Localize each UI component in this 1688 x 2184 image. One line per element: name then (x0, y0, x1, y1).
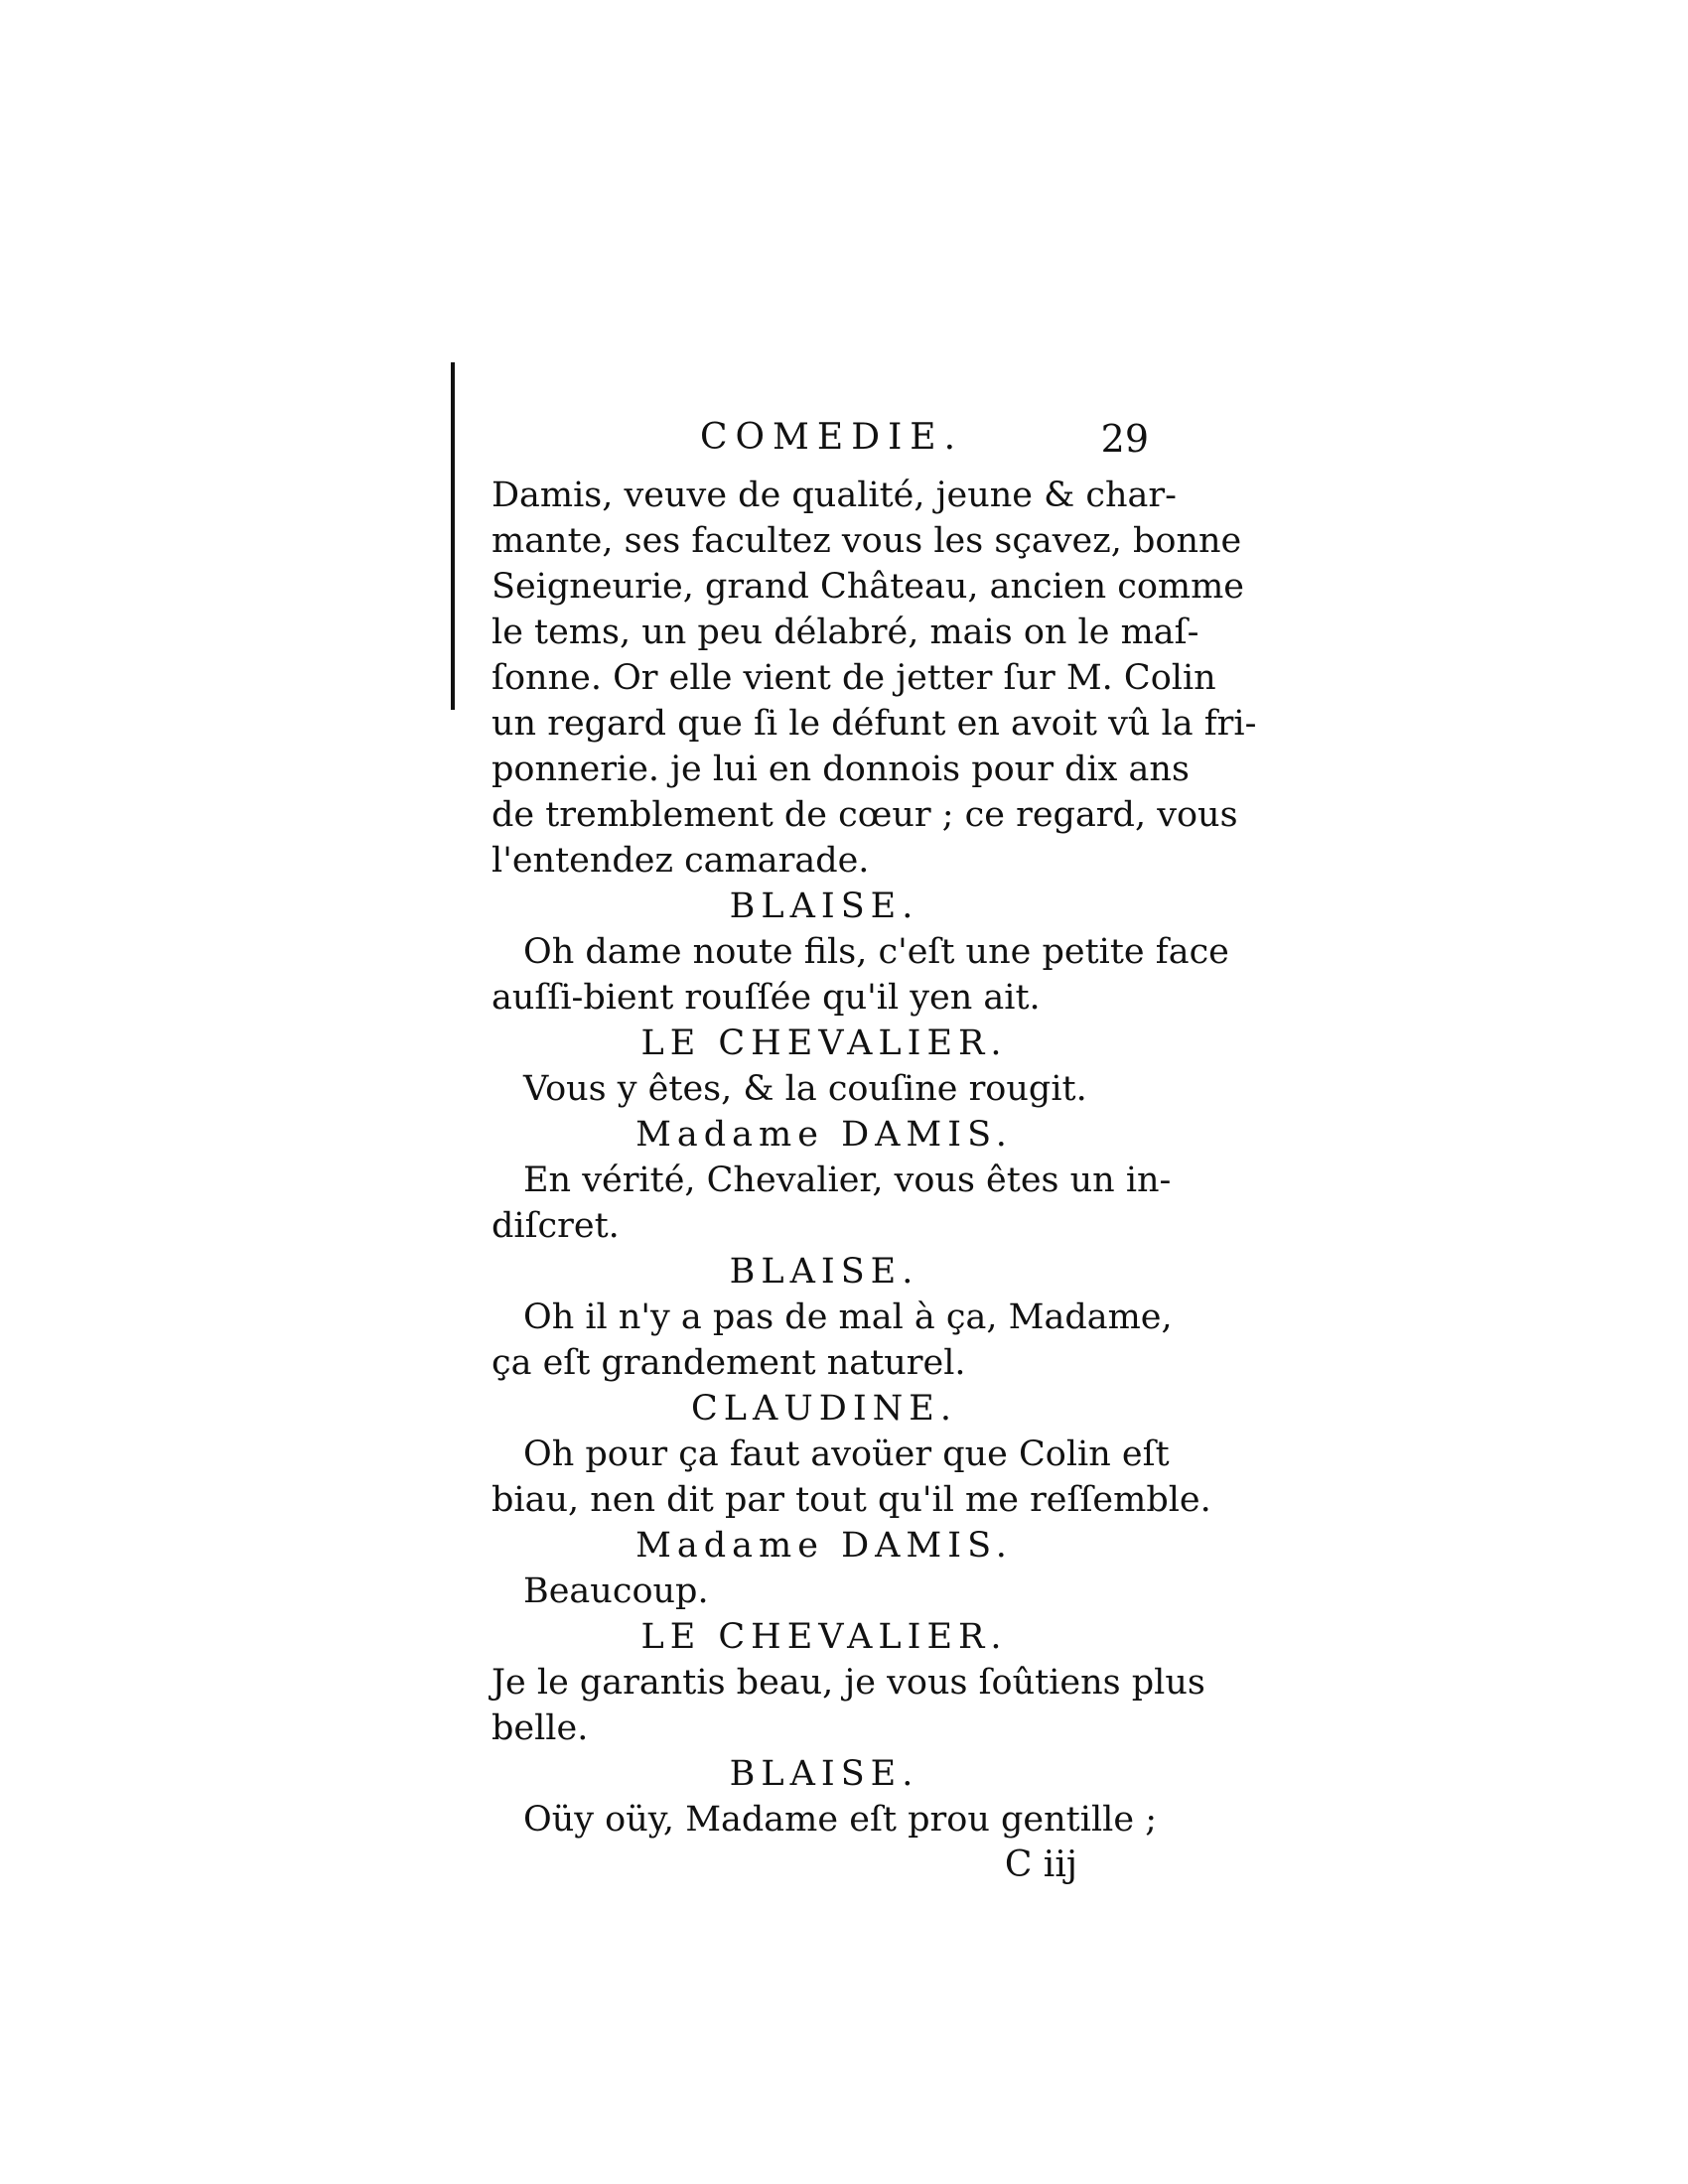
page-number: 29 (1100, 417, 1149, 461)
speaker-name: LE CHEVALIER. (640, 1617, 1008, 1657)
text-line: Beaucoup. (523, 1571, 709, 1611)
margin-rule (451, 362, 455, 710)
text-line: Oüy oüy, Madame eſt prou gentille ; (523, 1800, 1157, 1840)
speaker-name: CLAUDINE. (691, 1389, 957, 1429)
text-line: Oh dame noute fils, c'eſt une petite face (523, 932, 1229, 972)
text-line: l'entendez camarade. (492, 841, 870, 881)
text-line: Oh pour ça faut avoüer que Colin eſt (523, 1434, 1170, 1474)
body-text (492, 473, 1257, 1888)
text-line: Seigneurie, grand Château, ancien comme (492, 567, 1245, 607)
text-line: biau, nen dit par tout qu'il me reſſemble. (492, 1480, 1211, 1520)
text-line: le tems, un peu délabré, mais on le maſ- (492, 613, 1199, 652)
text-line: ponnerie. je lui en donnois pour dix ans (492, 750, 1190, 789)
speaker-name: Madame DAMIS. (635, 1526, 1013, 1566)
text-line: ça eſt grandement naturel. (492, 1343, 966, 1383)
text-line: En vérité, Chevalier, vous êtes un in- (523, 1160, 1172, 1200)
text-line: un regard que ſi le défunt en avoit vû la fri- (492, 704, 1257, 744)
running-head (492, 417, 1157, 473)
speaker-name: BLAISE. (729, 1754, 919, 1794)
speaker-name: BLAISE. (729, 1252, 919, 1292)
text-line: ſonne. Or elle vient de jetter ſur M. Colin (492, 658, 1216, 698)
text-line: mante, ses facultez vous les sçavez, bonne (492, 521, 1242, 561)
speaker-name: BLAISE. (729, 887, 919, 926)
text-line: belle. (492, 1708, 589, 1748)
speaker-name: Madame DAMIS. (635, 1115, 1013, 1155)
running-head-title: COMEDIE. (700, 417, 964, 458)
text-line: de tremblement de cœur ; ce regard, vous (492, 795, 1238, 835)
book-page (492, 417, 1257, 1888)
text-line: Oh il n'y a pas de mal à ça, Madame, (523, 1297, 1173, 1337)
speaker-name: LE CHEVALIER. (640, 1024, 1008, 1063)
text-line: Vous y êtes, & la couſine rougit. (523, 1069, 1087, 1109)
text-line: diſcret. (492, 1206, 620, 1246)
signature-mark: C iij (1004, 1844, 1077, 1885)
text-line: auſſi-bient rouſſée qu'il yen ait. (492, 978, 1041, 1018)
text-line: Damis, veuve de qualité, jeune & char- (492, 476, 1177, 515)
text-line: Je le garantis beau, je vous ſoûtiens plus (492, 1663, 1205, 1703)
